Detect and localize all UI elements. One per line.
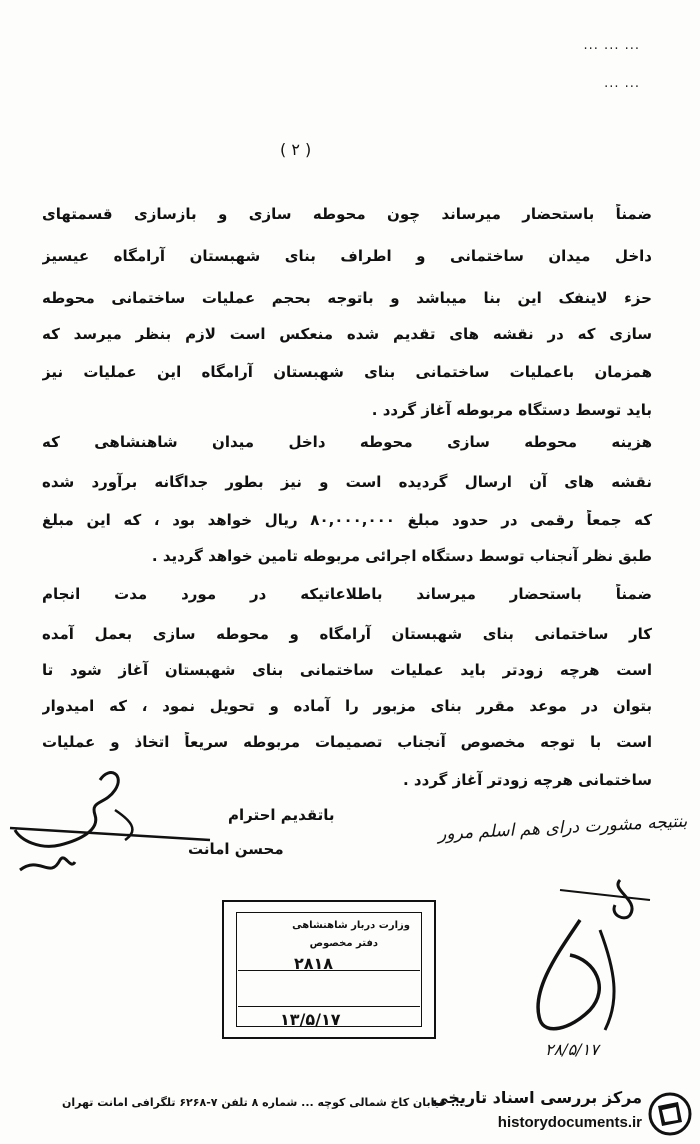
body-line: سازی که در نقشه های تقدیم شده منعکس است لازم بنظر میرسد که [42,325,652,343]
body-line: که جمعاً رقمی در حدود مبلغ ۸۰,۰۰۰,۰۰۰ ریال خواهد بود ، که این مبلغ [42,511,652,529]
archive-url: historydocuments.ir [497,1114,642,1131]
stamp-office: دفتر مخصوص [309,938,378,949]
signature-mark [0,760,240,900]
stamp-date: ۱۳/۵/۱۷ [280,1010,341,1029]
body-line: طبق نظر آنجناب توسط دستگاه اجرائی مربوطه تامین خواهد گردید . [151,547,652,565]
letterhead-line-1: ... ... ... [583,38,640,53]
approval-signature [500,860,670,1050]
letterhead-footer: ... خیابان کاخ شمالی کوچه ... شماره ۸ تلفن ۷-۶۲۶۸ تلگرافی امانت تهران [62,1096,464,1109]
body-line: کار ساختمانی بنای شهبستان آرامگاه و محوطه سازی بعمل آمده [42,625,652,643]
archive-logo-icon [648,1092,692,1136]
body-line: ضمناً باستحضار میرساند چون محوطه سازی و بازسازی قسمتهای [42,205,652,223]
body-line: هزینه محوطه سازی محوطه داخل میدان شاهنشاهی که [42,433,652,451]
stamp-rule-2 [238,1006,420,1007]
body-line: همزمان باعملیات ساختمانی بنای شهبستان آرامگاه این عملیات نیز [42,363,652,381]
body-line: ساختمانی هرچه زودتر آغاز گردد . [403,771,652,789]
stamp-org: وزارت دربار شاهنشاهی [292,920,410,931]
signer-name: محسن امانت [188,840,284,858]
archive-watermark [420,1088,700,1144]
handwritten-date: ۲۸/۵/۱۷ [545,1040,599,1059]
body-line: ضمناً باستحضار میرساند باطلاعاتیکه در مورد مدت انجام [42,585,652,603]
body-line: است هرچه زودتر باید عملیات ساختمانی بنای شهبستان آغاز شود تا [42,661,652,679]
body-line: باید توسط دستگاه مربوطه آغاز گردد . [371,401,652,419]
body-line: بتوان در موعد مقرر بنای مزبور را آماده و تحویل نمود ، که امیدوار [42,697,652,715]
body-line: نقشه های آن ارسال گردیده است و نیز بطور جداگانه برآورد شده [42,473,652,491]
archive-title: مرکز بررسی اسناد تاریخی [432,1088,642,1107]
handwritten-note: بنتیجه مشورت درای هم اسلم مرور [437,811,688,845]
body-line: حزء لاینفک این بنا میباشد و باتوجه بحجم عملیات ساختمانی محوطه [42,289,652,307]
body-line: داخل میدان ساختمانی و اطراف بنای شهبستان آرامگاه عیسیز [42,247,652,265]
page-number: ( ٢ ) [280,140,312,159]
body-line: است با توجه مخصوص آنجناب تصمیمات مربوطه سریعاً اتخاذ و عملیات [42,733,652,751]
closing-regards: باتقدیم احترام [228,806,335,824]
registry-stamp [222,900,436,1039]
stamp-number: ۲۸۱۸ [294,954,334,973]
letterhead-line-2: ... ... [604,76,640,91]
